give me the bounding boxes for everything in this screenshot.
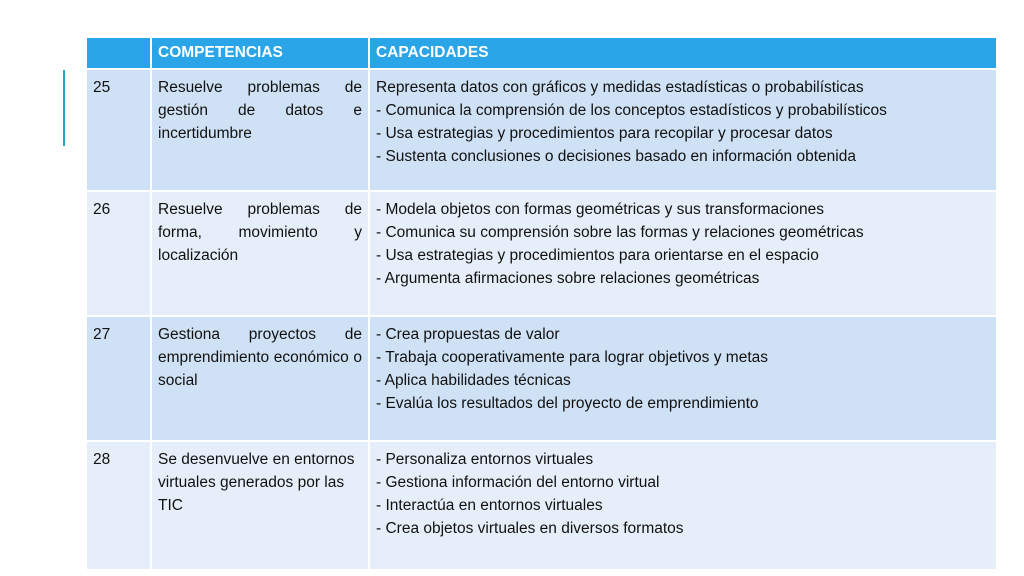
competencias-table [85, 36, 998, 571]
header-competencias: COMPETENCIAS [151, 37, 369, 69]
capacidades-cell [369, 191, 997, 316]
capacidad-line: - Trabaja cooperativamente para lograr objetivos y metas [376, 349, 769, 366]
table-row [86, 191, 997, 316]
capacidad-line: - Aplica habilidades técnicas [376, 372, 571, 389]
capacidades-cell [369, 441, 997, 570]
capacidad-line: - Interactúa en entornos virtuales [376, 497, 603, 514]
capacidad-line: - Crea objetos virtuales en diversos formatos [376, 520, 684, 537]
table-row [86, 441, 997, 570]
capacidad-line: Representa datos con gráficos y medidas estadísticas o probabilísticas [376, 79, 864, 96]
competencia-text: Se desenvuelve en entornos virtuales generados por las TIC [151, 441, 369, 570]
capacidad-line: - Evalúa los resultados del proyecto de emprendimiento [376, 395, 759, 412]
capacidad-line: - Usa estrategias y procedimientos para orientarse en el espacio [376, 247, 819, 264]
capacidad-line: - Sustenta conclusiones o decisiones basado en información obtenida [376, 148, 856, 165]
row-number: 28 [86, 441, 151, 570]
capacidades-cell [369, 316, 997, 441]
competencia-text: Resuelve problemas de forma, movimiento y localización [151, 191, 369, 316]
row-number: 26 [86, 191, 151, 316]
competencia-text: Gestiona proyectos de emprendimiento económico o social [151, 316, 369, 441]
capacidad-line: - Gestiona información del entorno virtual [376, 474, 660, 491]
header-number [86, 37, 151, 69]
table-row [86, 69, 997, 191]
capacidad-line: - Personaliza entornos virtuales [376, 451, 594, 468]
competencia-text: Resuelve problemas de gestión de datos e incertidumbre [151, 69, 369, 191]
slide-accent-line [63, 70, 65, 146]
capacidad-line: - Crea propuestas de valor [376, 326, 560, 343]
row-number: 27 [86, 316, 151, 441]
capacidades-cell [369, 69, 997, 191]
capacidad-line: - Comunica la comprensión de los conceptos estadísticos y probabilísticos [376, 102, 887, 119]
capacidad-line: - Usa estrategias y procedimientos para recopilar y procesar datos [376, 125, 833, 142]
row-number: 25 [86, 69, 151, 191]
table-row [86, 316, 997, 441]
capacidad-line: - Argumenta afirmaciones sobre relaciones geométricas [376, 270, 760, 287]
header-capacidades: CAPACIDADES [369, 37, 997, 69]
table-header-row [86, 37, 997, 69]
capacidad-line: - Comunica su comprensión sobre las formas y relaciones geométricas [376, 224, 864, 241]
capacidad-line: - Modela objetos con formas geométricas y sus transformaciones [376, 201, 824, 218]
